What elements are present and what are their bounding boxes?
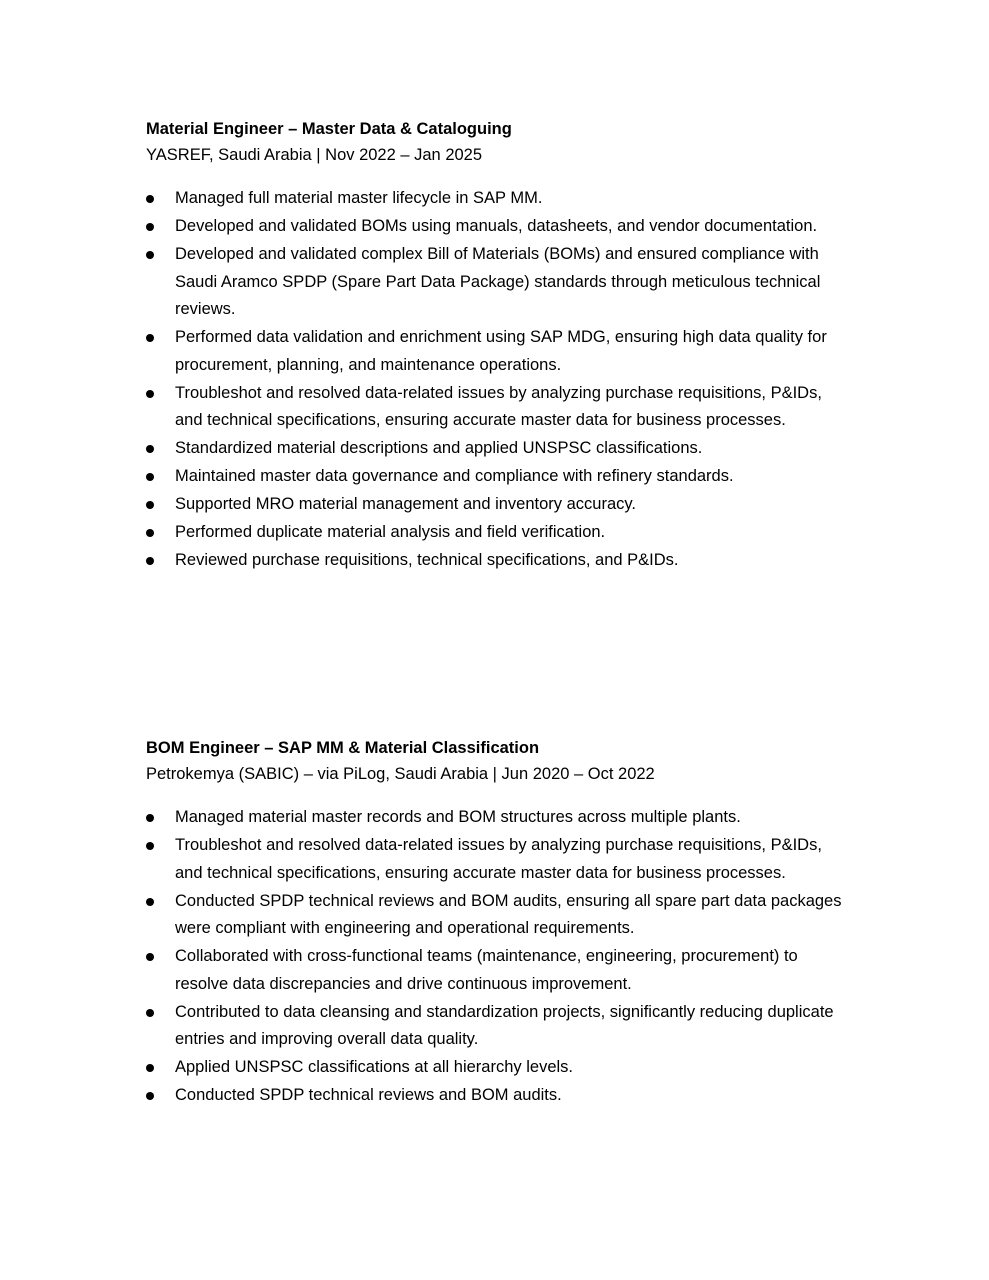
- job-bullet-list: [146, 804, 846, 1110]
- bullet-dot-icon: [146, 898, 154, 906]
- bullet-dot-icon: [146, 1064, 154, 1072]
- bullet-text: Troubleshot and resolved data-related issues by analyzing purchase requisitions, P&IDs, and technical specifications, ensuring accurate master data for business processes.: [175, 383, 822, 429]
- job-entry-petrokemya: [146, 736, 846, 1110]
- job-company-dates: YASREF, Saudi Arabia | Nov 2022 – Jan 2025: [146, 146, 483, 164]
- job-title: Material Engineer – Master Data & Cataloguing: [146, 120, 512, 138]
- bullet-item: [146, 943, 846, 998]
- bullet-text: Troubleshot and resolved data-related issues by analyzing purchase requisitions, P&IDs, and technical specifications, ensuring accurate master data for business processes.: [175, 836, 822, 882]
- bullet-dot-icon: [146, 953, 154, 961]
- bullet-item: [146, 547, 846, 575]
- bullet-item: [146, 241, 846, 324]
- bullet-dot-icon: [146, 1009, 154, 1017]
- bullet-text: Collaborated with cross-functional teams (maintenance, engineering, procurement) to resolve data discrepancies and drive continuous improvement.: [175, 947, 798, 993]
- bullet-item: [146, 1082, 846, 1110]
- bullet-text: Developed and validated BOMs using manuals, datasheets, and vendor documentation.: [175, 217, 818, 235]
- bullet-text: Managed material master records and BOM structures across multiple plants.: [175, 808, 741, 826]
- job-company-dates: Petrokemya (SABIC) – via PiLog, Saudi Arabia | Jun 2020 – Oct 2022: [146, 765, 655, 783]
- bullet-text: Performed duplicate material analysis and field verification.: [175, 523, 606, 541]
- bullet-dot-icon: [146, 842, 154, 850]
- bullet-item: [146, 888, 846, 943]
- bullet-item: [146, 519, 846, 547]
- bullet-dot-icon: [146, 473, 154, 481]
- bullet-item: [146, 324, 846, 379]
- bullet-dot-icon: [146, 557, 154, 565]
- bullet-item: [146, 1054, 846, 1082]
- bullet-text: Applied UNSPSC classifications at all hierarchy levels.: [175, 1058, 573, 1076]
- bullet-text: Contributed to data cleansing and standardization projects, significantly reducing duplicate entries and improving overall data quality.: [175, 1002, 834, 1048]
- bullet-dot-icon: [146, 529, 154, 537]
- bullet-item: [146, 832, 846, 887]
- bullet-text: Supported MRO material management and inventory accuracy.: [175, 495, 637, 513]
- job-entry-yasref: [146, 117, 846, 575]
- bullet-dot-icon: [146, 223, 154, 231]
- bullet-dot-icon: [146, 814, 154, 822]
- bullet-item: [146, 185, 846, 213]
- bullet-text: Reviewed purchase requisitions, technical specifications, and P&IDs.: [175, 551, 679, 569]
- bullet-text: Performed data validation and enrichment using SAP MDG, ensuring high data quality for procurement, planning, and maintenance operations.: [175, 328, 827, 374]
- bullet-item: [146, 491, 846, 519]
- bullet-item: [146, 999, 846, 1054]
- bullet-dot-icon: [146, 334, 154, 342]
- bullet-text: Conducted SPDP technical reviews and BOM audits, ensuring all spare part data packages were compliant with engineering and operational requirements.: [175, 891, 842, 937]
- bullet-dot-icon: [146, 1092, 154, 1100]
- bullet-text: Maintained master data governance and compliance with refinery standards.: [175, 467, 734, 485]
- bullet-dot-icon: [146, 501, 154, 509]
- bullet-dot-icon: [146, 390, 154, 398]
- bullet-item: [146, 804, 846, 832]
- bullet-text: Developed and validated complex Bill of Materials (BOMs) and ensured compliance with Saudi Aramco SPDP (Spare Part Data Package) standards through meticulous technical reviews.: [175, 245, 821, 318]
- bullet-text: Standardized material descriptions and applied UNSPSC classifications.: [175, 439, 703, 457]
- bullet-dot-icon: [146, 445, 154, 453]
- bullet-item: [146, 213, 846, 241]
- bullet-dot-icon: [146, 195, 154, 203]
- bullet-item: [146, 380, 846, 435]
- bullet-text: Conducted SPDP technical reviews and BOM audits.: [175, 1086, 562, 1104]
- job-bullet-list: [146, 185, 846, 575]
- job-title: BOM Engineer – SAP MM & Material Classification: [146, 739, 540, 757]
- bullet-text: Managed full material master lifecycle in SAP MM.: [175, 189, 543, 207]
- bullet-item: [146, 463, 846, 491]
- bullet-dot-icon: [146, 251, 154, 259]
- bullet-item: [146, 435, 846, 463]
